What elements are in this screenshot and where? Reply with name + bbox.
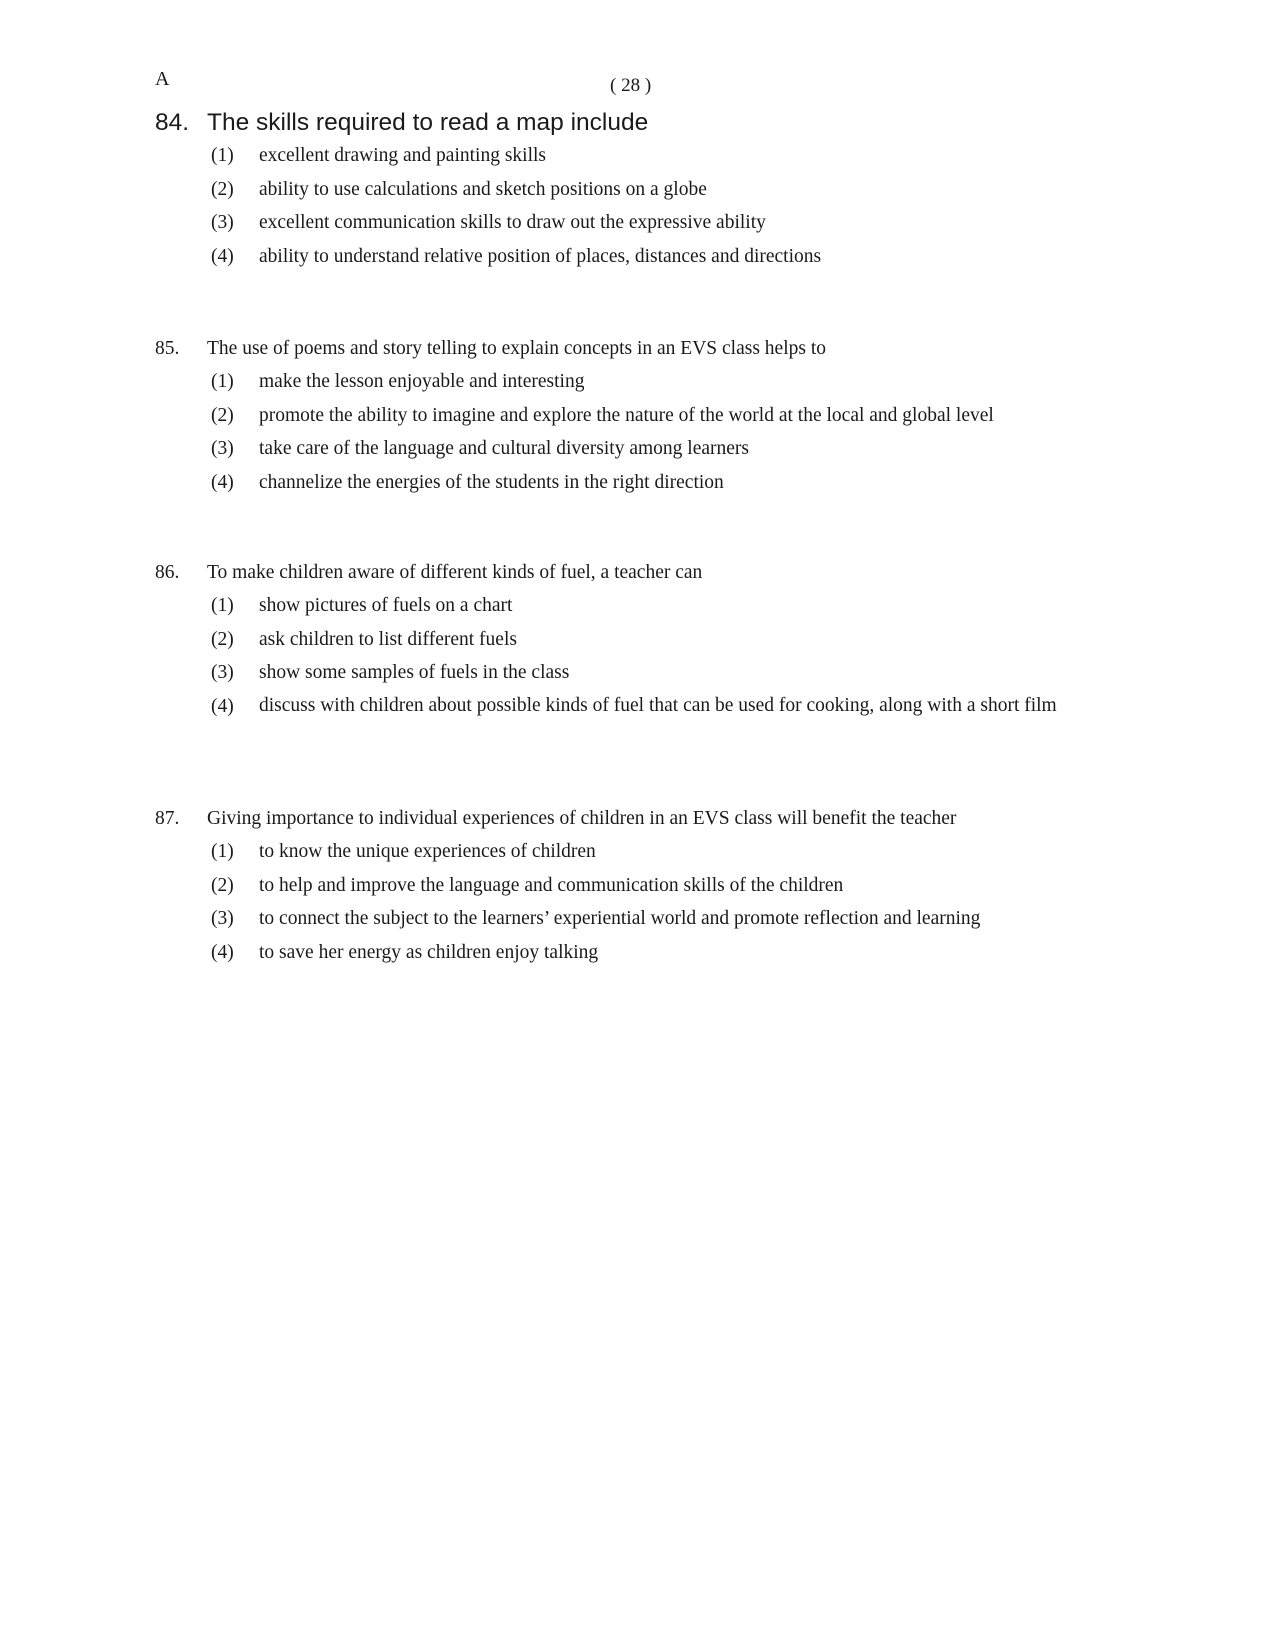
option-4 — [211, 245, 1115, 269]
page-number: ( 28 ) — [610, 75, 652, 96]
option-list — [211, 840, 1115, 965]
option-label: (4) — [211, 941, 234, 963]
question-86 — [155, 560, 1115, 728]
option-label: (1) — [211, 145, 234, 166]
question-85 — [155, 336, 1115, 504]
option-label: (3) — [211, 212, 234, 233]
question-stem — [155, 108, 1115, 138]
option-2 — [211, 404, 1115, 428]
option-text: to connect the subject to the learners’ experiential world and promote reflection and learning — [259, 908, 981, 929]
series-mark: A — [155, 68, 170, 90]
option-3 — [211, 907, 1115, 931]
option-text: show pictures of fuels on a chart — [259, 595, 513, 616]
option-3 — [211, 211, 1115, 235]
option-text: to save her energy as children enjoy talking — [259, 941, 599, 963]
option-1 — [211, 144, 1115, 168]
option-text: ask children to list different fuels — [259, 628, 517, 650]
question-text: The use of poems and story telling to explain concepts in an EVS class helps to — [207, 338, 827, 359]
option-text: promote the ability to imagine and explore the nature of the world at the local and global level — [259, 404, 994, 426]
option-text: to know the unique experiences of children — [259, 841, 596, 862]
option-label: (3) — [211, 908, 234, 929]
option-label: (3) — [211, 438, 234, 459]
option-2 — [211, 628, 1115, 652]
question-stem — [155, 806, 1115, 832]
option-1 — [211, 840, 1115, 864]
question-text: To make children aware of different kinds of fuel, a teacher can — [207, 562, 703, 583]
option-label: (2) — [211, 404, 234, 426]
option-label: (1) — [211, 841, 234, 862]
option-3 — [211, 661, 1115, 685]
option-text: ability to use calculations and sketch positions on a globe — [259, 178, 707, 200]
option-label: (4) — [211, 245, 234, 267]
option-label: (2) — [211, 874, 234, 896]
question-number: 86. — [155, 562, 180, 583]
option-2 — [211, 874, 1115, 898]
question-stem — [155, 336, 1115, 362]
option-4 — [211, 695, 1115, 719]
option-4 — [211, 941, 1115, 965]
option-text: ability to understand relative position of places, distances and directions — [259, 245, 822, 267]
question-stem — [155, 560, 1115, 586]
option-label: (4) — [211, 695, 234, 717]
option-1 — [211, 370, 1115, 394]
option-list — [211, 370, 1115, 495]
question-number: 87. — [155, 808, 180, 829]
question-number: 84. — [155, 109, 190, 136]
option-1 — [211, 594, 1115, 618]
option-label: (1) — [211, 371, 234, 392]
option-text: show some samples of fuels in the class — [259, 662, 570, 683]
question-84 — [155, 108, 1115, 278]
question-number: 85. — [155, 338, 180, 359]
option-text: make the lesson enjoyable and interesting — [259, 371, 585, 392]
option-3 — [211, 437, 1115, 461]
question-87 — [155, 806, 1115, 974]
option-label: (1) — [211, 595, 234, 616]
option-list — [211, 144, 1115, 269]
option-label: (2) — [211, 628, 234, 650]
option-label: (3) — [211, 662, 234, 683]
option-text: discuss with children about possible kinds of fuel that can be used for cooking, along with a short film — [259, 694, 1057, 716]
question-text: The skills required to read a map include — [207, 109, 649, 136]
option-text: take care of the language and cultural diversity among learners — [259, 438, 749, 459]
option-2 — [211, 178, 1115, 202]
option-text: excellent communication skills to draw out the expressive ability — [259, 212, 766, 233]
question-text: Giving importance to individual experiences of children in an EVS class will benefit the teacher — [207, 808, 957, 829]
option-4 — [211, 471, 1115, 495]
option-list — [211, 594, 1115, 719]
option-text: channelize the energies of the students in the right direction — [259, 471, 724, 493]
option-label: (4) — [211, 471, 234, 493]
option-text: to help and improve the language and communication skills of the children — [259, 874, 844, 896]
option-label: (2) — [211, 178, 234, 200]
option-text: excellent drawing and painting skills — [259, 145, 547, 166]
